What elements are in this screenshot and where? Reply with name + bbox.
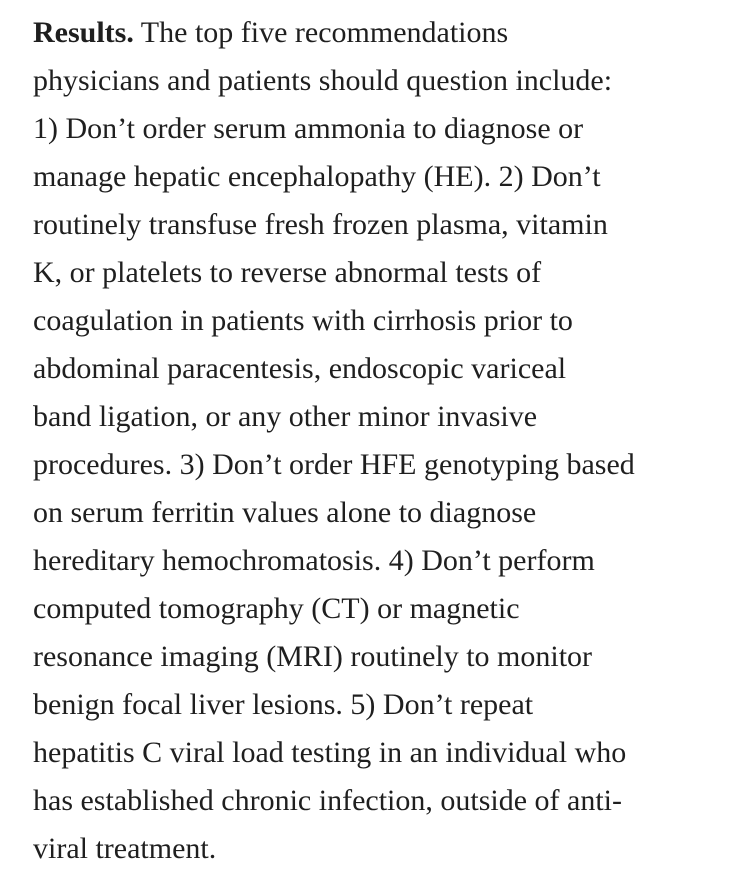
paragraph-line: on serum ferritin values alone to diagnose [33,496,537,529]
paragraph-line: 1) Don’t order serum ammonia to diagnose or [33,112,584,145]
paragraph-line: viral treatment. [33,832,217,865]
paragraph-line-text: The top five recommendations [133,16,509,49]
paragraph-line: coagulation in patients with cirrhosis prior to [33,304,573,337]
paragraph-line: benign focal liver lesions. 5) Don’t repeat [33,688,534,721]
paragraph-line: routinely transfuse fresh frozen plasma, vitamin [33,208,608,241]
results-paragraph [33,9,733,873]
paragraph-line: hereditary hemochromatosis. 4) Don’t perform [33,544,595,577]
paragraph-line: has established chronic infection, outside of anti- [33,784,622,817]
results-heading: Results. [33,16,134,49]
paragraph-line [33,9,733,57]
paragraph-line: band ligation, or any other minor invasive [33,400,538,433]
paragraph-line: procedures. 3) Don’t order HFE genotyping based [33,448,635,481]
paragraph-line: resonance imaging (MRI) routinely to monitor [33,640,593,673]
paragraph-line: hepatitis C viral load testing in an individual who [33,736,627,769]
paragraph-line: computed tomography (CT) or magnetic [33,592,520,625]
paragraph-line: physicians and patients should question include: [33,64,613,97]
paragraph-line: manage hepatic encephalopathy (HE). 2) Don’t [33,160,601,193]
paragraph-line: abdominal paracentesis, endoscopic variceal [33,352,567,385]
paragraph-line: K, or platelets to reverse abnormal tests of [33,256,542,289]
